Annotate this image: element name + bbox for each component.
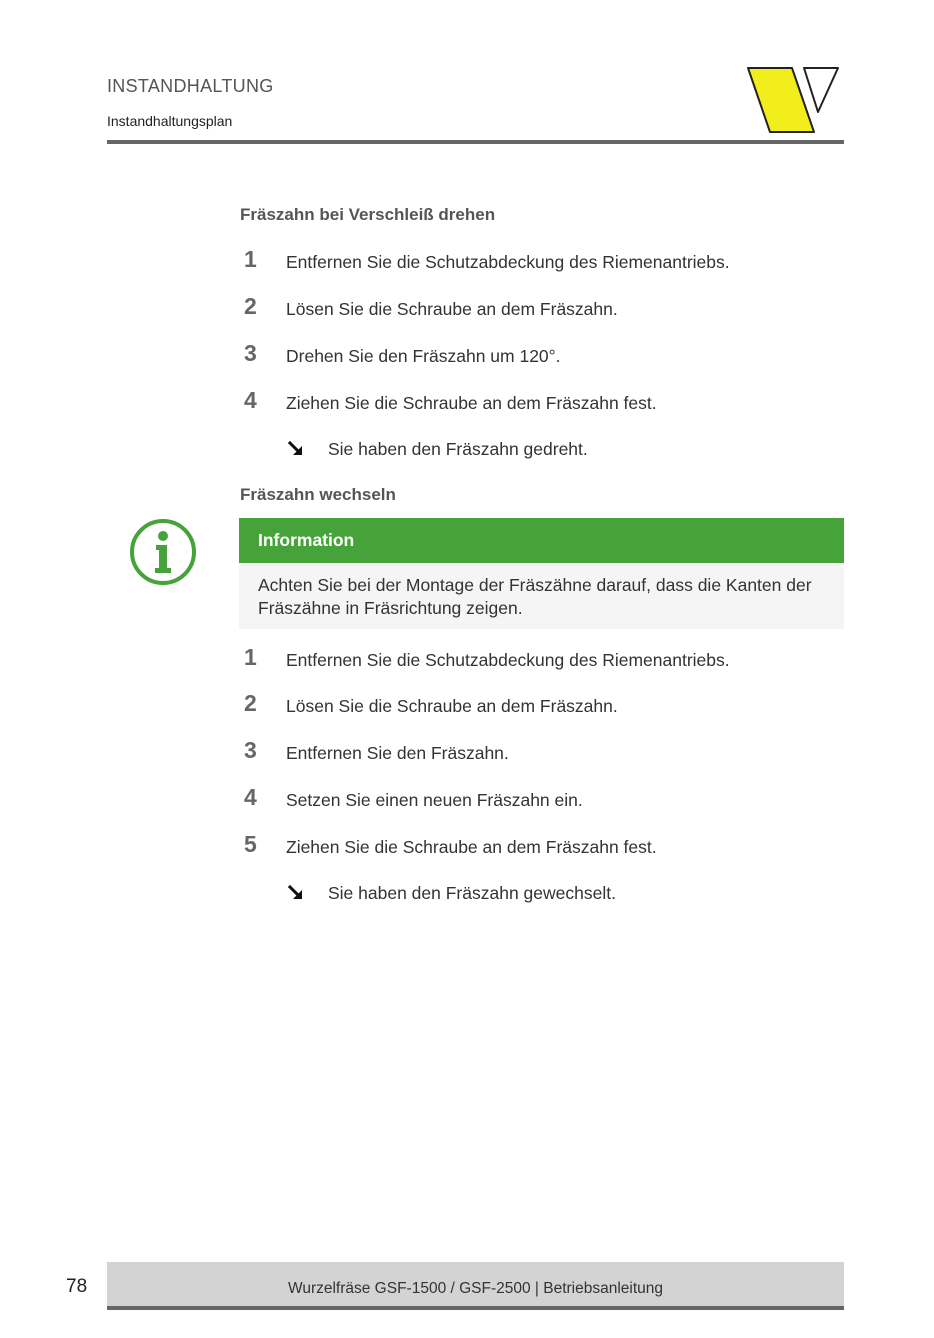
info-header — [239, 518, 844, 563]
step-number: 4 — [244, 387, 257, 413]
step-text: Drehen Sie den Fräszahn um 120°. — [286, 346, 561, 366]
step-number: 2 — [244, 293, 257, 319]
step-number: 1 — [244, 644, 257, 670]
step-number: 5 — [244, 831, 257, 857]
footer-bar — [107, 1262, 844, 1306]
heading-replace: Fräszahn wechseln — [240, 485, 396, 504]
brand-logo-icon — [740, 60, 844, 140]
heading-rotate: Fräszahn bei Verschleiß drehen — [240, 205, 496, 224]
arrow-down-right-icon — [288, 441, 304, 457]
result-text: Sie haben den Fräszahn gewechselt. — [328, 883, 616, 903]
list-item — [244, 340, 844, 376]
header-divider — [107, 140, 844, 144]
subsection-title: Instandhaltungsplan — [107, 113, 233, 129]
step-text: Lösen Sie die Schraube an dem Fräszahn. — [286, 696, 618, 716]
step-number: 1 — [244, 246, 257, 272]
list-item — [244, 784, 844, 820]
list-item — [244, 737, 844, 773]
result-text: Sie haben den Fräszahn gedreht. — [328, 439, 588, 459]
step-text: Entfernen Sie die Schutzabdeckung des Riemenantriebs. — [286, 650, 730, 670]
step-text: Lösen Sie die Schraube an dem Fräszahn. — [286, 299, 618, 319]
result-line — [288, 439, 848, 465]
step-number: 2 — [244, 690, 257, 716]
list-item — [244, 293, 844, 329]
footer-text: Wurzelfräse GSF-1500 / GSF-2500 | Betriebsanleitung — [287, 1280, 664, 1297]
info-body: Achten Sie bei der Montage der Fräszähne darauf, dass die Kanten der Fräszähne in Fräsrichtung zeigen. — [258, 575, 812, 618]
step-text: Ziehen Sie die Schraube an dem Fräszahn fest. — [286, 393, 657, 413]
info-box — [239, 518, 844, 629]
step-text: Entfernen Sie die Schutzabdeckung des Riemenantriebs. — [286, 252, 730, 272]
section-title: INSTANDHALTUNG — [107, 76, 274, 96]
result-line — [288, 883, 848, 909]
step-number: 4 — [244, 784, 257, 810]
step-text: Ziehen Sie die Schraube an dem Fräszahn fest. — [286, 837, 657, 857]
info-icon — [129, 518, 197, 586]
arrow-down-right-icon — [288, 885, 304, 901]
list-item — [244, 387, 844, 423]
page-number: 78 — [66, 1276, 88, 1297]
step-number: 3 — [244, 737, 257, 763]
info-title: Information — [258, 530, 355, 550]
list-item — [244, 690, 844, 726]
list-item — [244, 831, 844, 867]
list-item — [244, 644, 844, 680]
list-item — [244, 246, 844, 282]
step-number: 3 — [244, 340, 257, 366]
step-text: Setzen Sie einen neuen Fräszahn ein. — [286, 790, 583, 810]
footer-divider — [107, 1306, 844, 1310]
step-text: Entfernen Sie den Fräszahn. — [286, 743, 509, 763]
